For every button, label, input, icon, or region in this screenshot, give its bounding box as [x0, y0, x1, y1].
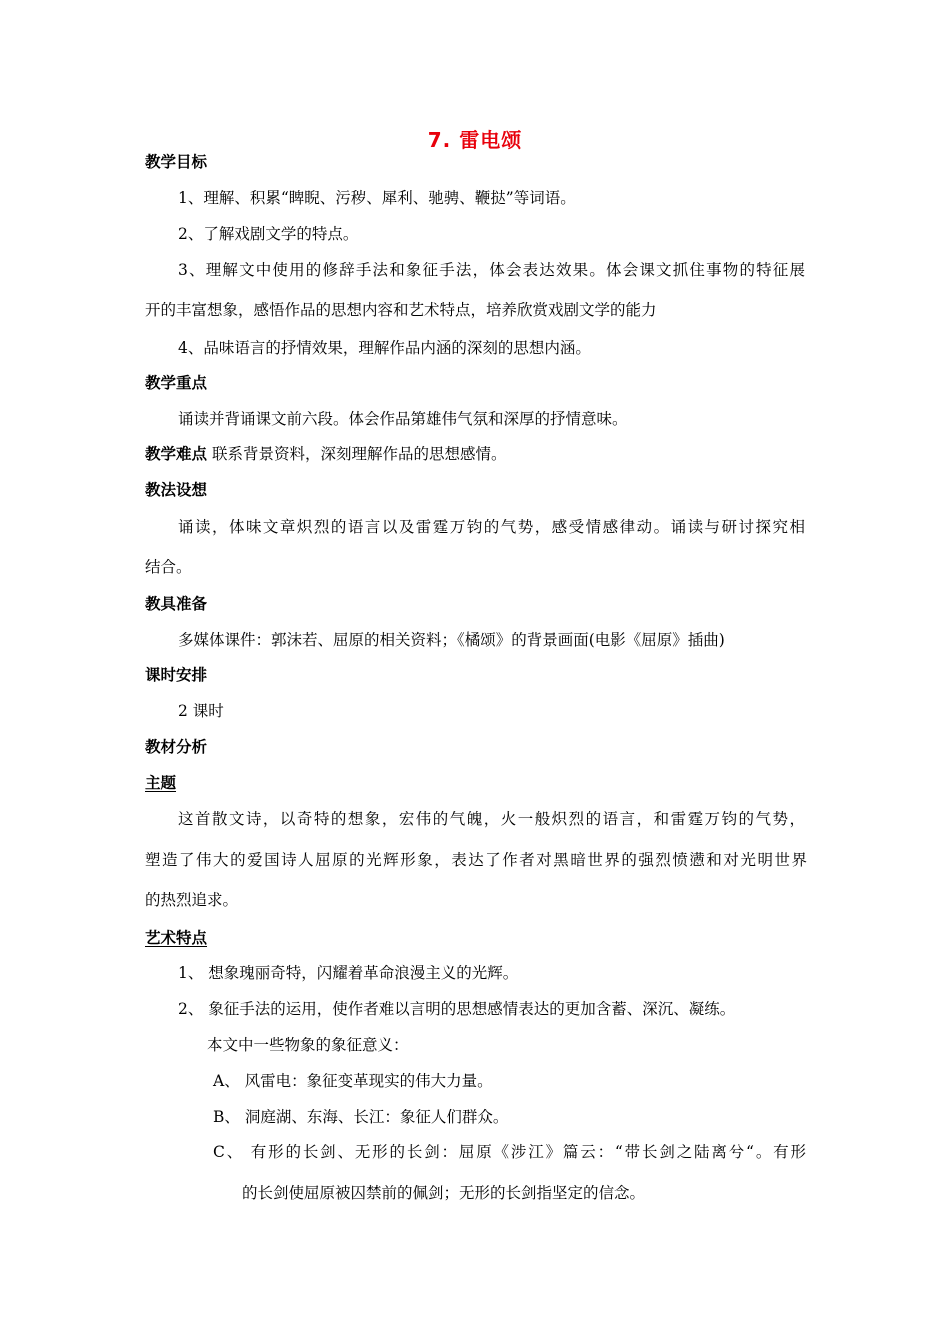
symbol-item: C、 有形的长剑、无形的长剑：屈原《涉江》篇云：“带长剑之陆离兮“。有形: [213, 1143, 806, 1161]
method-line: 结合。: [145, 558, 192, 576]
art-item: 2、 象征手法的运用，使作者难以言明的思想感情表达的更加含蓄、深沉、凝练。: [178, 1000, 736, 1018]
goals-heading: 教学目标: [145, 153, 208, 171]
theme-line: 塑造了伟大的爱国诗人屈原的光辉形象，表达了作者对黑暗世界的强烈愤懑和对光明世界: [145, 851, 807, 869]
method-heading: 教法设想: [145, 481, 208, 499]
symbol-item: A、 风雷电：象征变革现实的伟大力量。: [213, 1072, 493, 1090]
art-heading: 艺术特点: [145, 929, 208, 947]
goal-item-continued: 开的丰富想象，感悟作品的思想内容和艺术特点，培养欣赏戏剧文学的能力: [145, 301, 657, 319]
key-text: 诵读并背诵课文前六段。体会作品第雄伟气氛和深厚的抒情意味。: [178, 410, 628, 428]
goal-item: 1、理解、积累“睥睨、污秽、犀利、驰骋、鞭挞”等词语。: [178, 189, 576, 207]
theme-line: 这首散文诗，以奇特的想象，宏伟的气魄，火一般炽烈的语言，和雷霆万钧的气势，: [178, 810, 805, 828]
theme-line: 的热烈追求。: [145, 891, 239, 909]
method-line: 诵读，体味文章炽烈的语言以及雷霆万钧的气势，感受情感律动。诵读与研讨探究相: [178, 518, 805, 536]
symbol-item: B、 洞庭湖、东海、长江：象征人们群众。: [213, 1108, 509, 1126]
difficulty-heading: 教学难点: [145, 445, 208, 463]
tools-text: 多媒体课件：郭沫若、屈原的相关资料；《橘颂》的背景画面(电影《屈原》插曲): [178, 631, 725, 649]
art-item: 1、 想象瑰丽奇特，闪耀着革命浪漫主义的光辉。: [178, 964, 519, 982]
theme-heading: 主题: [145, 774, 177, 792]
tools-heading: 教具准备: [145, 595, 208, 613]
difficulty-line: [145, 444, 506, 464]
document-title: 7. 雷电颂: [427, 128, 523, 152]
key-heading: 教学重点: [145, 374, 208, 392]
goal-item: 4、品味语言的抒情效果，理解作品内涵的深刻的思想内涵。: [178, 339, 591, 357]
goal-item: 2、了解戏剧文学的特点。: [178, 225, 359, 243]
schedule-heading: 课时安排: [145, 666, 208, 684]
schedule-text: 2 课时: [178, 702, 224, 720]
analysis-heading: 教材分析: [145, 738, 208, 756]
symbol-item-continued: 的长剑使屈原被囚禁前的佩剑；无形的长剑指坚定的信念。: [242, 1184, 646, 1202]
goal-item: 3、理解文中使用的修辞手法和象征手法，体会表达效果。体会课文抓住事物的特征展: [178, 261, 805, 279]
difficulty-text: 联系背景资料，深刻理解作品的思想感情。: [207, 445, 507, 463]
symbol-intro: 本文中一些物象的象征意义：: [207, 1036, 409, 1054]
